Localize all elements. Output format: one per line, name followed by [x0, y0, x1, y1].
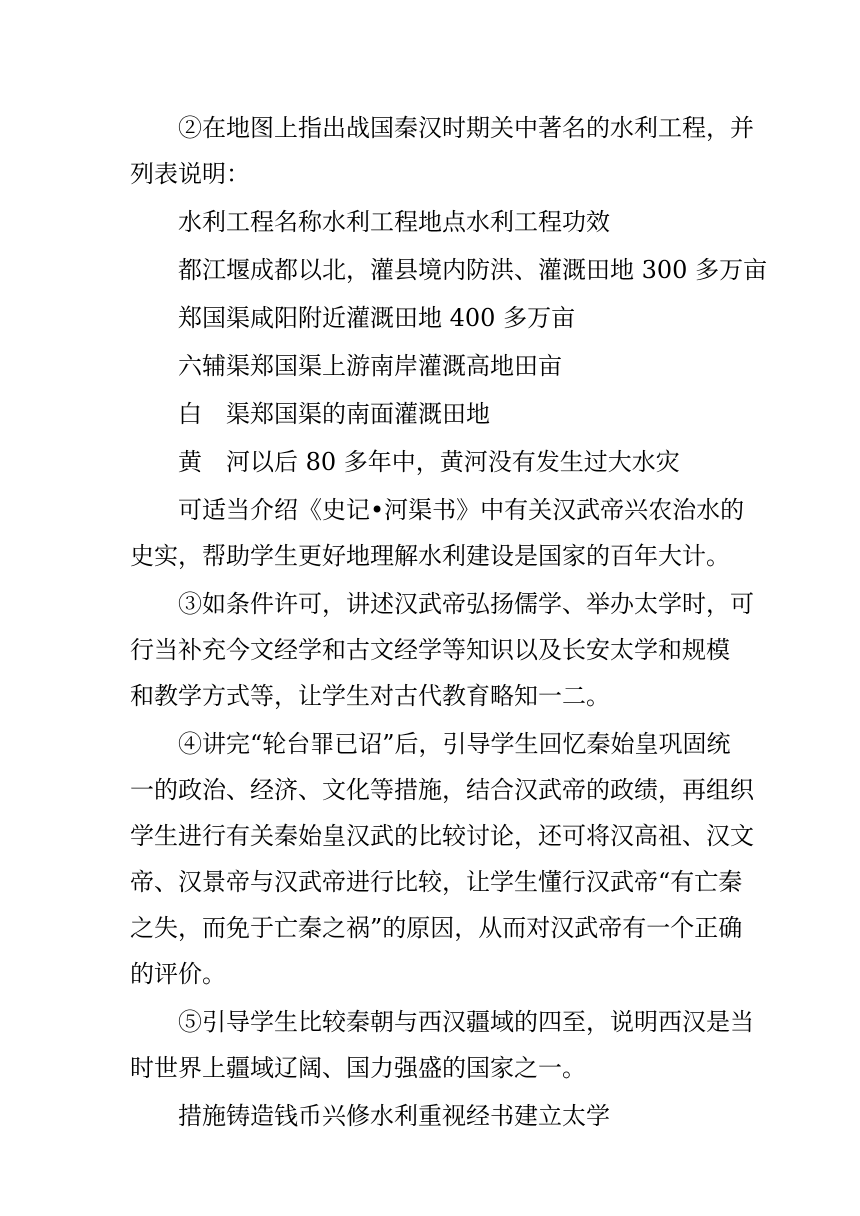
text-line: 可适当介绍《史记•河渠书》中有关汉武帝兴农治水的: [178, 496, 745, 524]
text-line: 水利工程名称水利工程地点水利工程功效: [178, 208, 610, 236]
paragraph-water-projects-intro: [130, 105, 754, 197]
paragraph-confucianism-taixue: [130, 581, 754, 719]
text-line: 郑国渠咸阳附近灌溉田地 400 多万亩: [178, 304, 576, 332]
text-line: ⑤引导学生比较秦朝与西汉疆域的四至，说明西汉是当: [178, 1008, 754, 1036]
text-line: ③如条件许可，讲述汉武帝弘扬儒学、举办太学时，可: [178, 590, 754, 618]
text-line: 的评价。: [130, 960, 226, 988]
table-row-dujiangyan: [130, 247, 768, 293]
table-row-liufuqu: [130, 343, 730, 389]
text-line: ④讲完“轮台罪已诏”后，引导学生回忆秦始皇巩固统: [178, 730, 731, 758]
text-line: 白 渠郑国渠的南面灌溉田地: [178, 400, 490, 428]
text-line: ②在地图上指出战国秦汉时期关中著名的水利工程，并: [178, 114, 754, 142]
table-row-measures: [130, 1093, 730, 1139]
table-header-row: [130, 199, 730, 245]
text-line: 列表说明：: [130, 160, 250, 188]
paragraph-territory-comparison: [130, 999, 754, 1091]
paragraph-luntai-edict: [130, 721, 754, 997]
document-body: [130, 105, 768, 1139]
text-line: 六辅渠郑国渠上游南岸灌溉高地田亩: [178, 352, 562, 380]
table-row-huanghe: [130, 439, 730, 485]
paragraph-shiji-hequshu: [130, 487, 745, 579]
text-line: 行当补充今文经学和古文经学等知识以及长安太学和规模: [130, 636, 730, 664]
text-line: 史实，帮助学生更好地理解水利建设是国家的百年大计。: [130, 542, 730, 570]
text-line: 时世界上疆域辽阔、国力强盛的国家之一。: [130, 1054, 586, 1082]
table-row-zhengguoqu: [130, 295, 730, 341]
text-line: 帝、汉景帝与汉武帝进行比较，让学生懂行汉武帝“有亡秦: [130, 868, 743, 896]
text-line: 都江堰成都以北，灌县境内防洪、灌溉田地 300 多万亩: [178, 256, 768, 284]
text-line: 学生进行有关秦始皇汉武的比较讨论，还可将汉高祖、汉文: [130, 822, 754, 850]
text-line: 之失，而免于亡秦之祸”的原因，从而对汉武帝有一个正确: [130, 914, 743, 942]
text-line: 和教学方式等，让学生对古代教育略知一二。: [130, 682, 610, 710]
text-line: 黄 河以后 80 多年中，黄河没有发生过大水灾: [178, 448, 680, 476]
text-line: 一的政治、经济、文化等措施，结合汉武帝的政绩，再组织: [130, 776, 754, 804]
table-row-baiqu: [130, 391, 730, 437]
text-line: 措施铸造钱币兴修水利重视经书建立太学: [178, 1102, 610, 1130]
